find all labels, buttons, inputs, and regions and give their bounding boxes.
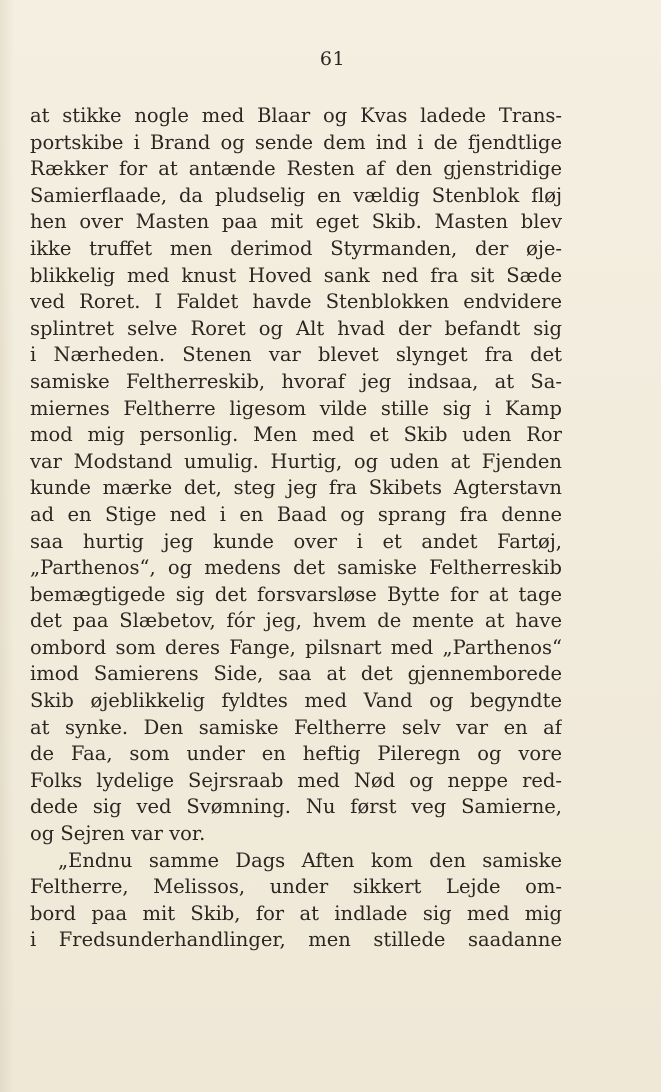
text-line: at synke. Den samiske Feltherre selv var en af	[30, 715, 562, 739]
text-line: ikke truffet men derimod Styrmanden, der øje-	[30, 236, 562, 260]
text-line: at stikke nogle med Blaar og Kvas ladede Trans-	[30, 104, 562, 127]
text-line: imod Samierens Side, saa at det gjennemborede	[30, 662, 562, 686]
text-line: splintret selve Roret og Alt hvad der befandt sig	[30, 316, 562, 340]
text-line: ad en Stige ned i en Baad og sprang fra denne	[30, 502, 562, 526]
text-line: „Parthenos“, og medens det samiske Feltherreskib	[30, 556, 562, 580]
body-text	[30, 103, 562, 954]
text-line: Folks lydelige Sejrsraab med Nød og neppe red-	[30, 768, 562, 792]
text-line: Rækker for at antænde Resten af den gjenstridige	[30, 157, 562, 181]
text-line: saa hurtig jeg kunde over i et andet Fartøj,	[30, 529, 562, 553]
text-line: det paa Slæbetov, fór jeg, hvem de mente at have	[30, 609, 562, 633]
text-line: hen over Masten paa mit eget Skib. Masten blev	[30, 210, 562, 234]
text-line: bemægtigede sig det forsvarsløse Bytte for at tage	[30, 582, 562, 606]
text-line: blikkelig med knust Hoved sank ned fra sit Sæde	[30, 263, 562, 287]
text-line: samiske Feltherreskib, hvoraf jeg indsaa, at Sa-	[30, 369, 562, 393]
text-line: „Endnu samme Dags Aften kom den samiske	[58, 848, 562, 872]
text-line: ombord som deres Fange, pilsnart med „Parthenos“	[30, 635, 562, 659]
text-line: i Nærheden. Stenen var blevet slynget fra det	[30, 343, 562, 367]
text-line: kunde mærke det, steg jeg fra Skibets Agterstavn	[30, 476, 562, 500]
text-line: i Fredsunderhandlinger, men stillede saadanne	[30, 928, 562, 952]
text-line: Skib øjeblikkelig fyldtes med Vand og begyndte	[30, 689, 562, 713]
text-line: mod mig personlig. Men med et Skib uden Ror	[30, 423, 562, 447]
text-line: portskibe i Brand og sende dem ind i de fjendtlige	[30, 130, 562, 154]
text-line: og Sejren var vor.	[30, 822, 206, 846]
text-line: Samierflaade, da pludselig en vældig Stenblok fløj	[30, 183, 562, 207]
page-number: 61	[319, 48, 346, 70]
text-line: miernes Feltherre ligesom vilde stille sig i Kamp	[30, 396, 562, 420]
text-line: ved Roret. I Faldet havde Stenblokken endvidere	[30, 290, 562, 314]
text-line: bord paa mit Skib, for at indlade sig med mig	[30, 901, 562, 925]
text-line: Feltherre, Melissos, under sikkert Lejde om-	[30, 875, 562, 899]
text-line: dede sig ved Svømning. Nu først veg Samierne,	[30, 795, 562, 819]
text-line: var Modstand umulig. Hurtig, og uden at Fjenden	[30, 449, 562, 473]
text-line: de Faa, som under en heftig Pileregn og vore	[30, 742, 562, 766]
